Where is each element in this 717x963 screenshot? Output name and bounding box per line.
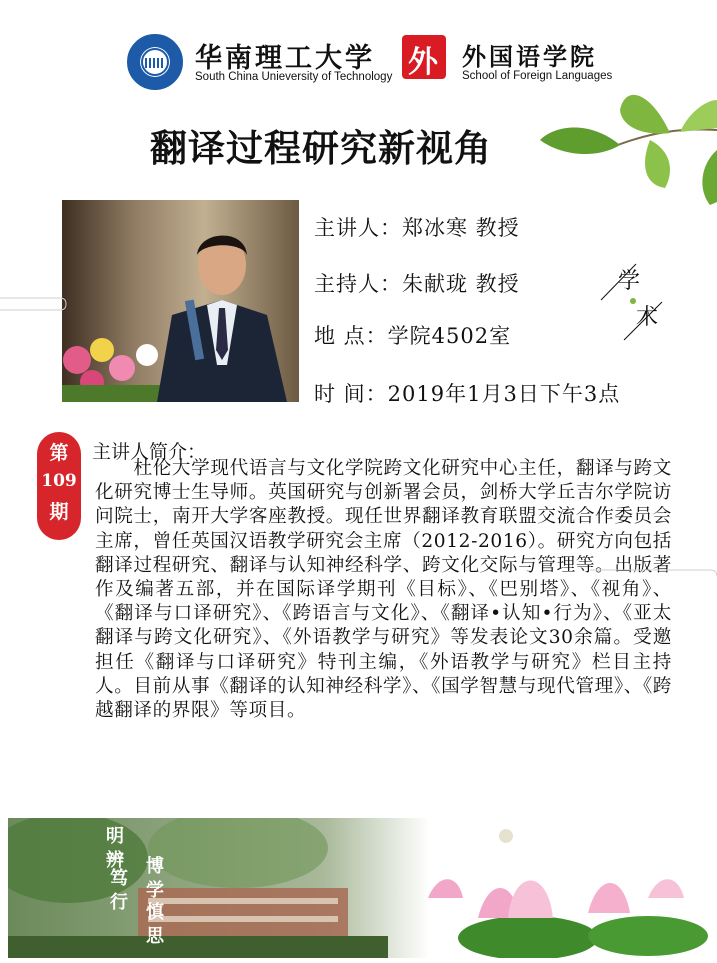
motto-col4: 慎思 (143, 902, 164, 950)
sfl-name-cn: 外国语学院 (462, 42, 597, 71)
host-info: 主持人：朱献珑 教授 (314, 272, 520, 296)
scut-logo (127, 34, 183, 90)
motto-col3: 博学 (143, 856, 164, 904)
bio-heading: 主讲人简介： (92, 441, 207, 463)
academic-tag-char1: 学 (618, 269, 641, 294)
speaker-info: 主讲人：郑冰寒 教授 (314, 216, 520, 240)
scut-name-cn: 华南理工大学 (195, 43, 375, 74)
motto-col1: 明辨 (103, 826, 124, 874)
issue-number: 109 (41, 471, 77, 491)
location-info: 地 点：学院4502室 (314, 324, 512, 348)
leaf-decoration (530, 70, 717, 220)
time-info: 时 间：2019年1月3日下午3点 (314, 382, 621, 406)
divider-lines (0, 290, 717, 590)
scut-name-en: South China Unieversity of Technology (195, 71, 393, 83)
motto-col2: 笃行 (107, 868, 128, 916)
lecture-title: 翻译过程研究新视角 (150, 127, 492, 170)
academic-tag-char2: 术 (636, 305, 659, 330)
sfl-logo (402, 35, 446, 79)
sfl-logo-char: 外 (408, 45, 438, 80)
campus-scenery (8, 818, 710, 958)
issue-badge-last: 期 (49, 501, 69, 523)
bio-text: 杜伦大学现代语言与文化学院跨文化研究中心主任，翻译与跨文化研究博士生导师。英国研究与创新署会员，剑桥大学丘吉尔学院访问院士，南开大学客座教授。现任世界翻译教育联盟交流合作委员会主席，曾任英国汉语教学研究会主席（2012-2016）。研究方向包括翻译过程研究、翻译与认知神经科学、跨文化交际与管理等。出版著作及编著五部，并在国际译学期刊《目标》、《巴别塔》、《视角》、《翻译与口译研究》、《跨语言与文化》、《翻译•认知•行为》、《亚太翻译与跨文化研究》、《外语教学与研究》等发表论文30余篇。受邀担任《翻译与口译研究》特刊主编，《外语教学与研究》栏目主持人。目前从事《翻译的认知神经科学》、《国学智慧与现代管理》、《跨越翻译的界限》等项目。 (95, 458, 673, 722)
issue-badge-first: 第 (49, 442, 69, 464)
sfl-name-en: School of Foreign Languages (462, 70, 613, 82)
